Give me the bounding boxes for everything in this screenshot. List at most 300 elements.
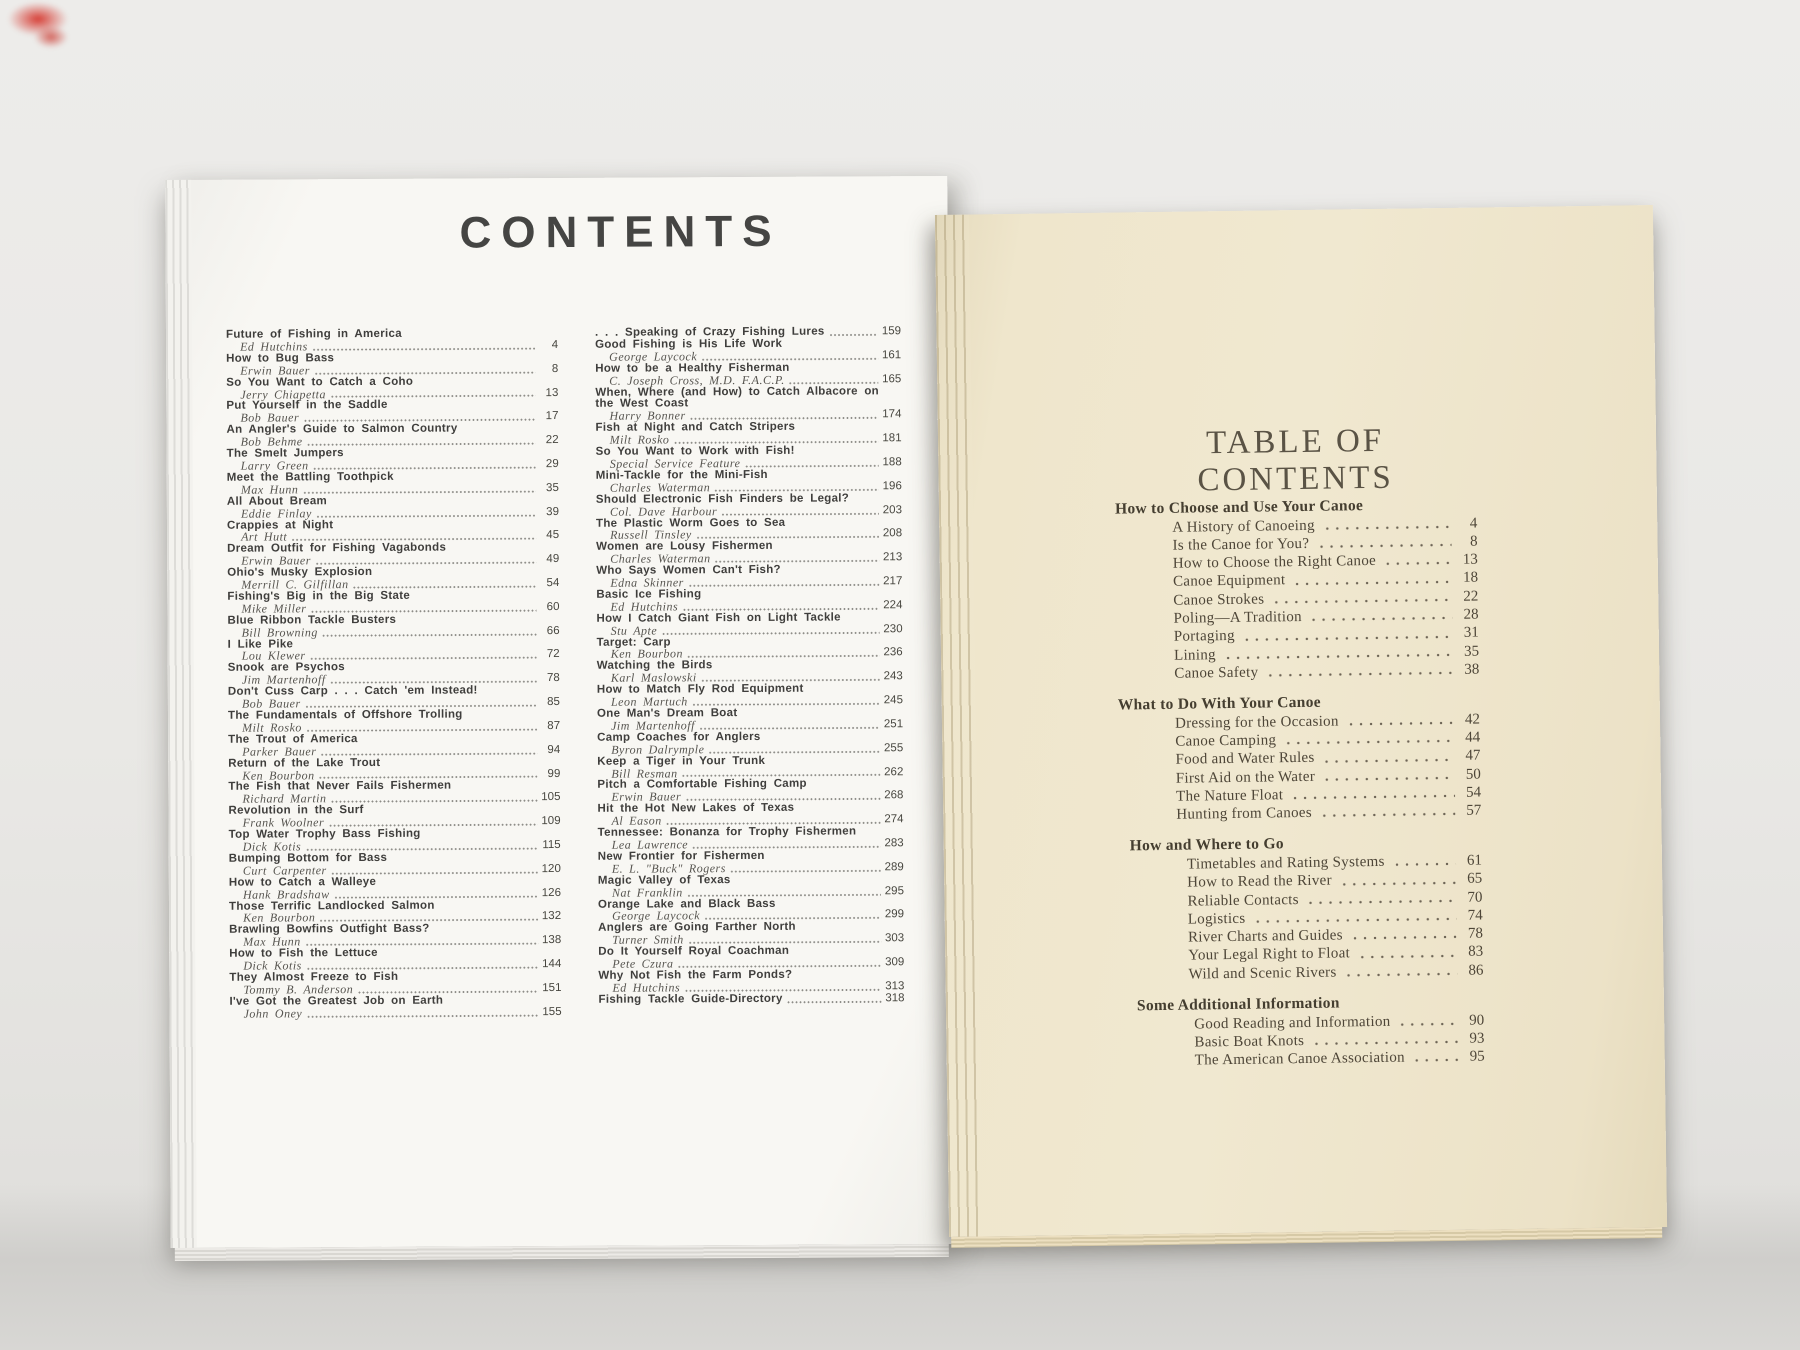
entry-title: How to Bug Bass (226, 351, 335, 365)
entry-page-number: 85 (547, 696, 560, 709)
entry-page-number: 174 (882, 408, 902, 421)
dot-leader (1397, 1021, 1458, 1027)
toc-entry (598, 993, 904, 1007)
entry-author: Special Service Feature (609, 456, 741, 471)
dot-leader (1283, 738, 1454, 745)
entry-author: Frank Woolner (242, 815, 325, 830)
entry-author: Erwin Bauer (611, 789, 682, 805)
toc-entry (595, 421, 901, 446)
dot-leader (319, 775, 538, 780)
entry-title: All About Bream (226, 494, 328, 508)
entry-title: The Fundamentals of Offshore Trolling (227, 708, 463, 722)
entry-author: Ken Bourbon (243, 910, 316, 926)
entry-page-number: 109 (541, 815, 561, 828)
dot-leader (330, 394, 535, 399)
entry-author: C. Joseph Cross, M.D. F.A.C.P. (609, 372, 785, 388)
entry-author: Charles Waterman (609, 479, 711, 495)
entry-author: Erwin Bauer (240, 363, 310, 378)
toc-item-page-number: 83 (1468, 943, 1484, 961)
entry-title: New Frontier for Fishermen (597, 849, 765, 863)
toc-entry (596, 541, 902, 566)
toc-item-page-number: 70 (1467, 889, 1483, 906)
entry-page-number: 49 (546, 553, 560, 566)
entry-page-number: 78 (546, 672, 560, 685)
dot-leader (661, 630, 879, 635)
entry-page-number: 289 (884, 860, 904, 874)
entry-page-number: 188 (882, 456, 902, 469)
dot-leader (1322, 775, 1455, 782)
toc-entry (598, 898, 904, 923)
entry-page-number: 39 (546, 505, 559, 518)
entry-author: Charles Waterman (610, 551, 711, 566)
entry-page-number: 72 (546, 648, 560, 661)
dot-leader (1223, 652, 1453, 660)
entry-title: Pitch a Comfortable Fishing Camp (597, 778, 807, 792)
entry-author: Ed Hutchins (610, 599, 679, 614)
entry-author: Tommy B. Anderson (243, 981, 354, 997)
entry-title: Mini-Tackle for the Mini-Fish (595, 468, 768, 482)
toc-item-label: How to Choose the Right Canoe (1172, 553, 1377, 572)
entry-title: Basic Ice Fishing (596, 588, 702, 601)
toc-section (1130, 833, 1484, 984)
entry-page-number: 309 (885, 956, 905, 969)
toc-entry (598, 826, 904, 851)
entry-title: Return of the Lake Trout (228, 756, 381, 770)
entry-author: Art Hutt (241, 529, 288, 545)
dot-leader (714, 487, 879, 492)
toc-entry (227, 542, 559, 568)
entry-author: Max Hunn (243, 934, 301, 949)
toc-entry (226, 423, 558, 449)
entry-page-number: 268 (884, 789, 904, 802)
dot-leader (1319, 811, 1455, 818)
entry-author: Stu Apte (610, 623, 658, 638)
dot-leader (320, 751, 537, 756)
dot-leader (730, 868, 881, 873)
dot-leader (701, 356, 878, 361)
left-page-title: CONTENTS (459, 206, 782, 258)
toc-entry (598, 874, 904, 899)
entry-title: Future of Fishing in America (225, 327, 402, 341)
toc-section-heading: How and Where to Go (1129, 835, 1284, 855)
entry-author: Bob Bauer (240, 410, 300, 426)
toc-item-page-number: 78 (1467, 925, 1484, 942)
entry-page-number: 87 (547, 719, 561, 732)
dot-leader (319, 917, 538, 922)
toc-entry (597, 731, 903, 756)
toc-section-heading: How to Choose and Use Your Canoe (1114, 497, 1364, 518)
entry-author: Curt Carpenter (242, 863, 327, 878)
entry-author: Max Hunn (240, 482, 299, 497)
dot-leader (1290, 793, 1455, 800)
entry-author: Bob Bauer (241, 696, 301, 711)
entry-page-number: 255 (883, 741, 904, 755)
toc-entry (229, 828, 561, 854)
dot-leader (1346, 720, 1454, 727)
entry-author: Jim Martenhoff (611, 718, 695, 733)
entry-title: The Plastic Worm Goes to Sea (595, 516, 786, 530)
toc-item-label: Hunting from Canoes (1176, 805, 1313, 823)
toc-entry (229, 852, 561, 878)
dot-leader (692, 701, 880, 706)
entry-title: Fishing Tackle Guide-Directory (598, 992, 783, 1006)
toc-entry (226, 399, 558, 425)
entry-title: How to be a Healthy Fisherman (595, 361, 790, 375)
toc-entry (227, 518, 559, 544)
entry-author: Ed Hutchins (612, 980, 681, 995)
toc-item-label: Wild and Scenic Rivers (1188, 964, 1337, 983)
toc-item-page-number: 65 (1467, 870, 1483, 887)
left-book-page-edges (165, 180, 197, 1248)
entry-page-number: 94 (547, 743, 561, 756)
entry-title: How I Catch Giant Fish on Light Tackle (596, 611, 841, 625)
dot-leader (1383, 560, 1452, 566)
entry-title: Should Electronic Fish Finders be Legal? (595, 492, 850, 506)
toc-item (1195, 1048, 1485, 1070)
toc-entry (228, 804, 560, 830)
toc-entry (596, 493, 902, 518)
entry-title: . . . Speaking of Crazy Fishing Lures (594, 325, 825, 339)
dot-leader (303, 417, 535, 422)
entry-author: Eddie Finlay (240, 505, 312, 521)
dot-leader (306, 727, 537, 732)
entry-page-number: 155 (542, 1005, 562, 1018)
toc-entry (597, 707, 903, 732)
toc-entry (229, 947, 561, 973)
toc-entry (595, 362, 901, 387)
toc-entry (227, 590, 559, 616)
entry-author: Lou Klewer (241, 648, 306, 664)
toc-item-label: River Charts and Guides (1187, 927, 1343, 946)
entry-author: E. L. "Buck" Rogers (611, 860, 726, 876)
dot-leader (701, 678, 880, 683)
dot-leader (1316, 542, 1451, 549)
toc-entry (229, 995, 561, 1021)
toc-entry (597, 636, 903, 661)
toc-item-label: Your Legal Right to Float (1188, 945, 1351, 965)
entry-page-number: 60 (546, 600, 560, 613)
entry-page-number: 45 (546, 529, 560, 542)
entry-author: Al Eason (611, 813, 662, 828)
entry-title: Fish at Night and Catch Stripers (595, 421, 796, 435)
dot-leader (316, 513, 536, 518)
entry-page-number: 217 (883, 575, 903, 588)
toc-item-label: Canoe Safety (1174, 664, 1259, 682)
toc-item-page-number: 47 (1465, 747, 1481, 764)
dot-leader (1306, 898, 1457, 905)
entry-author: Harry Bonner (609, 408, 686, 424)
entry-title: Camp Coaches for Anglers (597, 730, 761, 744)
toc-entry (226, 376, 558, 402)
dot-leader (330, 679, 537, 684)
entry-author: George Laycock (612, 908, 701, 924)
entry-author: Merrill C. Gilfillan (241, 577, 349, 592)
entry-author: Col. Dave Harbour (609, 503, 718, 519)
entry-title: Women are Lousy Fishermen (596, 540, 773, 554)
toc-item-page-number: 90 (1469, 1012, 1485, 1029)
entry-title: Snook are Psychos (227, 661, 345, 675)
entry-title: I Like Pike (227, 637, 294, 651)
entry-page-number: 295 (884, 884, 904, 897)
toc-entry (229, 923, 561, 949)
dot-leader (708, 749, 880, 754)
toc-entry (598, 850, 904, 875)
dot-leader (829, 332, 878, 336)
entry-page-number: 8 (551, 362, 559, 375)
toc-item-label: Canoe Equipment (1172, 572, 1286, 591)
entry-title: I've Got the Greatest Job on Earth (229, 994, 444, 1008)
toc-item-label: First Aid on the Water (1175, 768, 1316, 787)
left-page-column-1 (226, 328, 562, 1020)
dot-leader (684, 987, 881, 992)
entry-title: Dream Outfit for Fishing Vagabonds (227, 541, 447, 556)
dot-leader (1392, 861, 1456, 867)
toc-item-label: A History of Canoeing (1172, 517, 1315, 536)
dot-leader (688, 582, 880, 587)
entry-author: Nat Franklin (611, 884, 683, 900)
entry-page-number: 161 (881, 349, 902, 362)
entry-page-number: 283 (884, 837, 904, 850)
entry-page-number: 54 (546, 577, 560, 590)
dot-leader (302, 489, 536, 494)
dot-leader (331, 870, 538, 875)
entry-author: Pete Czura (612, 956, 674, 971)
entry-page-number: 230 (883, 622, 903, 635)
toc-item-label: Reliable Contacts (1187, 891, 1299, 910)
entry-page-number: 120 (541, 862, 561, 875)
toc-entry (229, 899, 561, 925)
toc-item (1174, 660, 1479, 683)
toc-item (1188, 961, 1483, 983)
entry-author: Richard Martin (242, 791, 327, 807)
toc-item-label: Portaging (1173, 628, 1235, 646)
toc-item-label: The American Canoe Association (1194, 1049, 1406, 1069)
dot-leader (310, 608, 536, 613)
entry-page-number: 236 (883, 646, 903, 659)
toc-entry (597, 802, 903, 827)
toc-item-page-number: 31 (1463, 624, 1479, 641)
entry-page-number: 132 (541, 910, 562, 923)
entry-page-number: 262 (884, 765, 904, 778)
dot-leader (334, 894, 538, 899)
entry-page-number: 318 (885, 991, 905, 1005)
toc-entry (228, 757, 560, 783)
toc-entry (596, 564, 902, 589)
toc-entry (596, 588, 902, 613)
dot-leader (744, 463, 878, 468)
entry-title-line (595, 386, 901, 411)
toc-entry (595, 386, 901, 423)
dot-leader (322, 632, 537, 637)
dot-leader (353, 584, 537, 589)
toc-item-label: Is the Canoe for You? (1172, 535, 1310, 554)
right-book-page (935, 205, 1667, 1237)
entry-page-number: 17 (545, 410, 559, 423)
toc-entry (229, 971, 561, 997)
dot-leader (715, 558, 880, 563)
toc-item-page-number: 95 (1469, 1048, 1485, 1065)
entry-title: Ohio's Musky Explosion (227, 566, 373, 579)
entry-title: Tennessee: Bonanza for Trophy Fishermen (597, 825, 857, 839)
toc-item-page-number: 22 (1463, 588, 1479, 605)
dot-leader (690, 416, 879, 421)
entry-page-number: 299 (884, 908, 905, 921)
entry-page-number: 29 (545, 457, 559, 471)
entry-page-number: 165 (882, 372, 902, 385)
entry-title: Why Not Fish the Farm Ponds? (598, 968, 793, 982)
entry-title: Don't Cuss Carp . . . Catch 'em Instead! (227, 684, 478, 698)
entry-page-number: 159 (881, 325, 902, 338)
toc-item-label: Lining (1173, 646, 1216, 664)
toc-entry (597, 683, 903, 708)
entry-page-number: 115 (542, 838, 561, 852)
entry-author: Larry Green (240, 458, 309, 473)
entry-page-number: 126 (541, 886, 561, 899)
dot-leader (306, 965, 539, 970)
entry-title: So You Want to Work with Fish! (595, 444, 795, 458)
dot-leader (1412, 1057, 1459, 1063)
entry-title: Those Terrific Landlocked Salmon (228, 899, 435, 913)
entry-title: Bumping Bottom for Bass (228, 851, 388, 865)
entry-page-number: 274 (884, 813, 904, 826)
toc-section (1118, 692, 1482, 825)
dot-leader (688, 939, 882, 944)
toc-entry (228, 780, 560, 806)
toc-item-page-number: 13 (1462, 551, 1478, 568)
toc-entry (227, 447, 559, 473)
toc-entry (229, 876, 561, 902)
entry-author: Dick Kotis (242, 839, 302, 854)
toc-section (1115, 496, 1480, 684)
entry-author: Erwin Bauer (241, 553, 311, 568)
toc-entry (596, 469, 902, 494)
entry-title: Meet the Battling Toothpick (226, 470, 394, 484)
right-page-title: TABLE OF CONTENTS (1197, 422, 1395, 499)
entry-author: Leon Martuch (610, 694, 688, 709)
entry-page-number: 144 (542, 958, 562, 971)
entry-page-number: 243 (883, 670, 903, 683)
entry-author: Edna Skinner (610, 575, 684, 590)
entry-page-number: 13 (545, 386, 559, 399)
toc-entry (226, 352, 558, 378)
dot-leader (1339, 879, 1456, 886)
entry-author: Hank Bradshaw (242, 886, 330, 902)
toc-section-heading: What to Do With Your Canoe (1117, 693, 1322, 714)
entry-title: How to Fish the Lettuce (229, 947, 378, 960)
entry-title: Fishing's Big in the Big State (227, 589, 411, 603)
dot-leader (677, 963, 881, 968)
dot-leader (687, 892, 881, 897)
toc-entry (598, 945, 904, 970)
entry-author: Ken Bourbon (242, 767, 315, 783)
dot-leader (305, 846, 538, 851)
dot-leader (1265, 670, 1453, 678)
toc-entry (227, 495, 559, 521)
entry-author: Lea Lawrence (611, 837, 689, 852)
toc-entry (228, 685, 560, 711)
dot-leader (1271, 597, 1452, 605)
toc-section (1137, 993, 1485, 1071)
entry-page-number: 138 (541, 934, 562, 947)
dot-leader (1344, 971, 1458, 978)
entry-title: Put Yourself in the Saddle (226, 399, 388, 413)
toc-item-page-number: 61 (1466, 852, 1483, 869)
photo-artifact-red (34, 26, 68, 48)
toc-item-label: How to Read the River (1187, 872, 1332, 891)
right-page-sections (1115, 496, 1485, 1071)
toc-entry (597, 779, 903, 804)
entry-page-number: 151 (542, 981, 562, 994)
toc-item-label: Poling—A Tradition (1173, 608, 1303, 627)
dot-leader (1309, 615, 1453, 622)
entry-page-number: 313 (885, 980, 905, 993)
entry-author: John Oney (243, 1006, 303, 1021)
dot-leader (306, 1013, 538, 1018)
dot-leader (704, 916, 881, 921)
entry-author: Karl Maslowski (610, 670, 697, 686)
entry-author: Mike Miller (241, 601, 307, 616)
entry-title: Blue Ribbon Tackle Busters (227, 613, 397, 627)
entry-author: Ken Bourbon (610, 646, 684, 662)
dot-leader (315, 560, 536, 565)
entry-page-number: 196 (882, 479, 902, 493)
toc-item-page-number: 44 (1465, 729, 1481, 746)
dot-leader (1357, 953, 1457, 959)
toc-item-label: Basic Boat Knots (1194, 1032, 1305, 1051)
entry-title: When, Where (and How) to Catch Albacore on the West Coast (595, 384, 879, 411)
dot-leader (291, 536, 536, 541)
entry-page-number: 213 (882, 551, 903, 564)
entry-author: Turner Smith (612, 932, 684, 947)
entry-author: Russell Tinsley (610, 527, 692, 543)
entry-title: Target: Carp (596, 635, 671, 649)
toc-entry (598, 922, 904, 947)
toc-item-page-number: 42 (1464, 711, 1481, 728)
dot-leader (314, 370, 535, 375)
entry-author: Bob Behme (240, 434, 303, 449)
entry-title: Orange Lake and Black Bass (597, 897, 776, 911)
entry-page-number: 208 (882, 527, 903, 540)
dot-leader (313, 465, 536, 470)
entry-title: The Smelt Jumpers (226, 447, 344, 460)
dot-leader (1311, 1039, 1458, 1046)
entry-title: They Almost Freeze to Fish (229, 970, 399, 984)
dot-leader (1322, 524, 1452, 531)
dot-leader (312, 346, 535, 351)
toc-item-page-number: 28 (1463, 606, 1479, 623)
entry-author: Jim Martenhoff (241, 672, 326, 687)
entry-title: Good Fishing is His Life Work (595, 337, 783, 351)
toc-entry (598, 969, 904, 994)
toc-entry (227, 471, 559, 497)
dot-leader (307, 441, 536, 446)
entry-title: So You Want to Catch a Coho (226, 375, 414, 389)
dot-leader (696, 535, 879, 540)
toc-item-page-number: 54 (1465, 784, 1482, 801)
left-book-page (165, 176, 953, 1248)
dot-leader (787, 999, 882, 1003)
dot-leader (310, 655, 537, 660)
entry-page-number: 4 (551, 338, 559, 351)
entry-title: How to Catch a Walleye (228, 875, 377, 889)
entry-author: Byron Dalrymple (611, 741, 705, 757)
entry-author: Milt Rosko (242, 720, 302, 735)
toc-entry (596, 612, 902, 637)
toc-item-label: Food and Water Rules (1175, 750, 1315, 769)
toc-entry (596, 517, 902, 542)
dot-leader (682, 773, 881, 778)
dot-leader (1350, 934, 1457, 940)
